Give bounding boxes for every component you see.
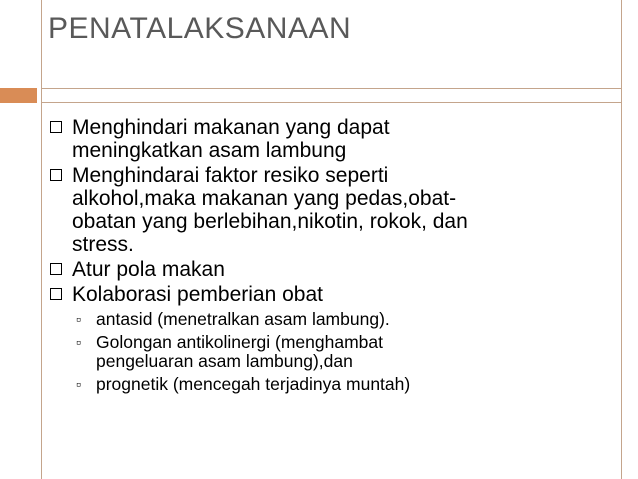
bullet-text: meningkatkan asam lambung — [72, 139, 347, 162]
checkbox-square-icon — [50, 288, 62, 300]
bullet-text: obatan yang berlebihan,nikotin, rokok, dan — [72, 210, 468, 233]
bullet-text: alkohol,maka makanan yang pedas,obat- — [72, 187, 457, 210]
sub-bullet-text: Golongan antikolinergi (menghambat — [96, 332, 383, 352]
bullet-text: stress. — [72, 233, 134, 256]
small-square-icon: ▫ — [76, 334, 81, 350]
bullet-text: Menghindarai faktor resiko seperti — [72, 164, 389, 187]
slide-body — [48, 116, 608, 394]
small-square-icon: ▫ — [76, 376, 81, 392]
sub-bullet-text: antasid (menetralkan asam lambung). — [96, 309, 390, 329]
checkbox-square-icon — [50, 263, 62, 275]
bullet-item — [48, 283, 608, 306]
bullet-item — [48, 116, 608, 162]
left-guide-line — [41, 0, 42, 479]
bullet-item — [48, 164, 608, 256]
sub-bullet-text: prognetik (mencegah terjadinya muntah) — [96, 374, 411, 394]
bullet-text: Kolaborasi pemberian obat — [72, 283, 323, 306]
sub-bullet-item — [48, 375, 608, 394]
sub-bullet-item — [48, 333, 608, 371]
checkbox-square-icon — [50, 169, 62, 181]
title-rule — [41, 88, 621, 103]
slide-title: PENATALAKSANAAN — [48, 12, 352, 45]
bullet-text: Atur pola makan — [72, 258, 225, 281]
right-guide-line — [621, 0, 622, 479]
small-square-icon: ▫ — [76, 311, 81, 327]
checkbox-square-icon — [50, 121, 62, 133]
sub-bullet-item — [48, 310, 608, 329]
sub-bullet-text: pengeluaran asam lambung),dan — [96, 351, 353, 371]
bullet-item — [48, 258, 608, 281]
accent-bar — [0, 88, 37, 103]
bullet-text: Menghindari makanan yang dapat — [72, 116, 390, 139]
